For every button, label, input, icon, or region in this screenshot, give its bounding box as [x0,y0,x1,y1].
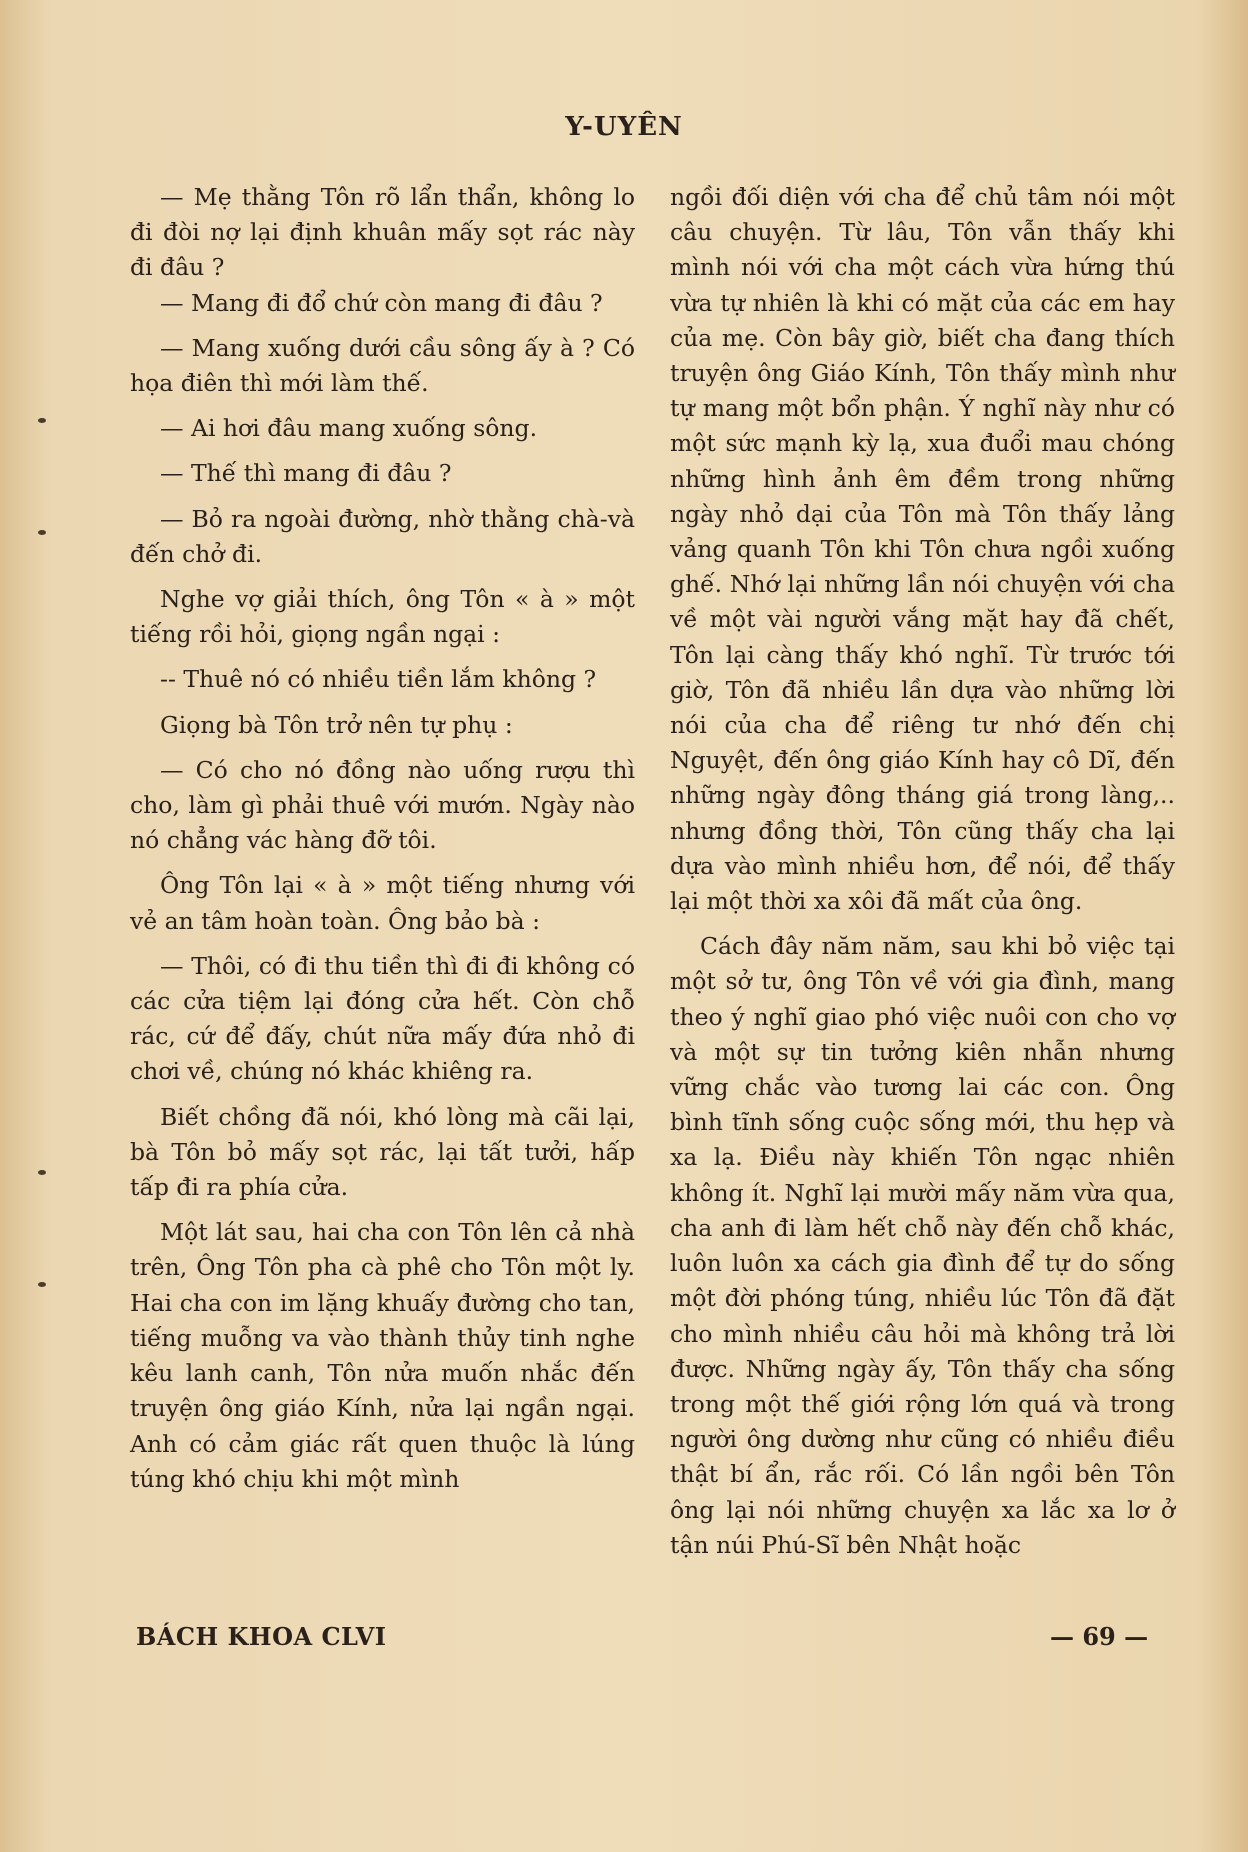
author-header: Y-UYÊN [565,112,683,142]
text-paragraph: Một lát sau, hai cha con Tôn lên cả nhà trên, Ông Tôn pha cà phê cho Tôn một ly. Hai cha con im lặng khuấy đường cho tan, tiếng muỗng va vào thành thủy tinh nghe kêu lanh canh, Tôn nửa muốn nhắc đến truyện ông giáo Kính, nửa lại ngần ngại. Anh có cảm giác rất quen thuộc là lúng túng khó chịu khi một mình [130,1218,635,1493]
text-paragraph: Ông Tôn lại « à » một tiếng nhưng với vẻ an tâm hoàn toàn. Ông bảo bà : [130,871,635,935]
publication-footer: BÁCH KHOA CLVI [136,1622,387,1651]
text-paragraph: Giọng bà Tôn trở nên tự phụ : [160,710,513,739]
dialogue-paragraph: — Thôi, có đi thu tiền thì đi đi không có các cửa tiệm lại đóng cửa hết. Còn chỗ rác, cứ để đấy, chút nữa mấy đứa nhỏ đi chơi về, chúng nó khác khiêng ra. [130,951,635,1086]
dialogue-paragraph: — Mẹ thằng Tôn rõ lẩn thẩn, không lo đi đòi nợ lại định khuân mấy sọt rác này đi đâu ? [130,183,635,282]
text-paragraph: Nghe vợ giải thích, ông Tôn « à » một tiếng rồi hỏi, giọng ngần ngại : [130,585,635,649]
dialogue-paragraph: — Thế thì mang đi đâu ? [160,459,452,488]
dialogue-paragraph: — Có cho nó đồng nào uống rượu thì cho, làm gì phải thuê với mướn. Ngày nào nó chẳng vác hàng đỡ tôi. [130,755,635,855]
text-paragraph: ngồi đối diện với cha để chủ tâm nói một câu chuyện. Từ lâu, Tôn vẫn thấy khi mình nói với cha một cách vừa hứng thú vừa tự nhiên là khi có mặt của các em hay của mẹ. Còn bây giờ, biết cha đang thích truyện ông Giáo Kính, Tôn thấy mình như tự mang một bổn phận. Ý nghĩ này như có một sức mạnh kỳ lạ, xua đuổi mau chóng những hình ảnh êm đềm trong những ngày nhỏ dại của Tôn mà Tôn thấy lảng vảng quanh Tôn khi Tôn chưa ngồi xuống ghế. Nhớ lại những lần nói chuyện với cha về một vài người vắng mặt hay đã chết, Tôn lại càng thấy khó nghĩ. Từ trước tới giờ, Tôn đã nhiều lần dựa vào những lời nói của cha để riêng tư nhớ đến chị Nguyệt, đến ông giáo Kính hay cô Dĩ, đến những ngày đông tháng giá trong làng,.. nhưng đồng thời, Tôn cũng thấy cha lại dựa vào mình nhiều hơn, để nói, để thấy lại một thời xa xôi đã mất của ông. [670,183,1175,916]
dialogue-paragraph: -- Thuê nó có nhiều tiền lắm không ? [160,665,597,694]
dialogue-paragraph: — Ai hơi đâu mang xuống sông. [160,414,538,443]
page-number: — 69 — [1050,1622,1149,1651]
right-column [670,180,1175,1573]
dialogue-paragraph: — Mang đi đổ chứ còn mang đi đâu ? [160,288,603,317]
text-paragraph: Cách đây năm năm, sau khi bỏ việc tại một sở tư, ông Tôn về với gia đình, mang theo ý nghĩ giao phó việc nuôi con cho vợ và một sự tin tưởng kiên nhẫn nhưng vững chắc vào tương lai các con. Ông bình tĩnh sống cuộc sống mới, thu hẹp và xa lạ. Điều này khiến Tôn ngạc nhiên không ít. Nghĩ lại mười mấy năm vừa qua, cha anh đi làm hết chỗ này đến chỗ khác, luôn luôn xa cách gia đình để tự do sống một đời phóng túng, nhiều lúc Tôn đã đặt cho mình nhiều câu hỏi mà không trả lời được. Những ngày ấy, Tôn thấy cha sống trong một thế giới rộng lớn quá và trong người ông dường như cũng có nhiều điều thật bí ẩn, rắc rối. Có lần ngồi bên Tôn ông lại nói những chuyện xa lắc xa lơ ở tận núi Phú-Sĩ bên Nhật hoặc [670,932,1175,1559]
left-column [130,180,635,1507]
dialogue-paragraph: — Mang xuống dưới cầu sông ấy à ? Có họa điên thì mới làm thế. [130,333,635,398]
dialogue-paragraph: — Bỏ ra ngoài đường, nhờ thằng chà-và đến chở đi. [130,504,635,568]
text-paragraph: Biết chồng đã nói, khó lòng mà cãi lại, bà Tôn bỏ mấy sọt rác, lại tất tưởi, hấp tấp đi ra phía cửa. [130,1102,635,1202]
